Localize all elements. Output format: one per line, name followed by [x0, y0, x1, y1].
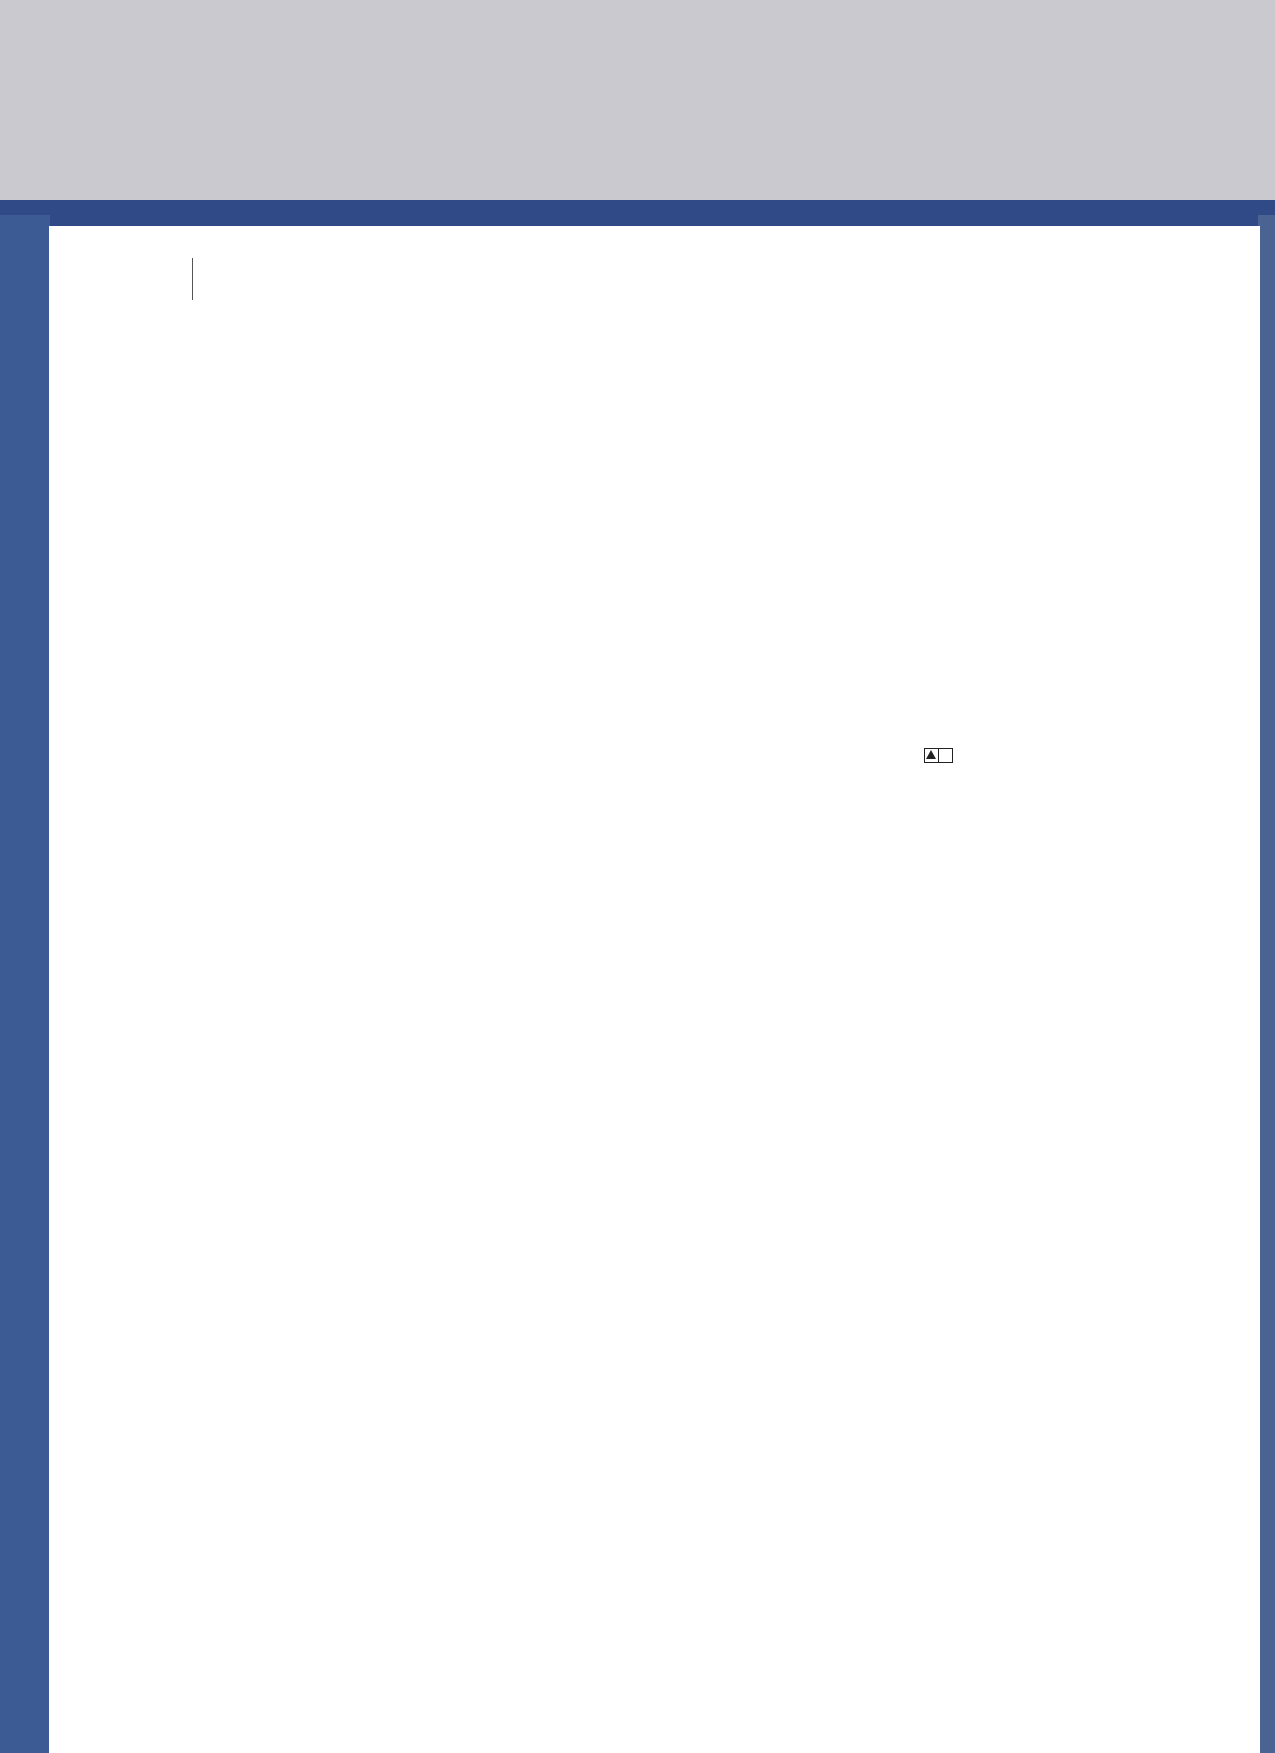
scanner-lid	[0, 0, 1275, 200]
right-edge	[1258, 215, 1275, 1753]
book-page	[49, 226, 1260, 1753]
facing-page-edge	[0, 215, 50, 1753]
knitted-diamond-photo	[49, 226, 569, 1753]
